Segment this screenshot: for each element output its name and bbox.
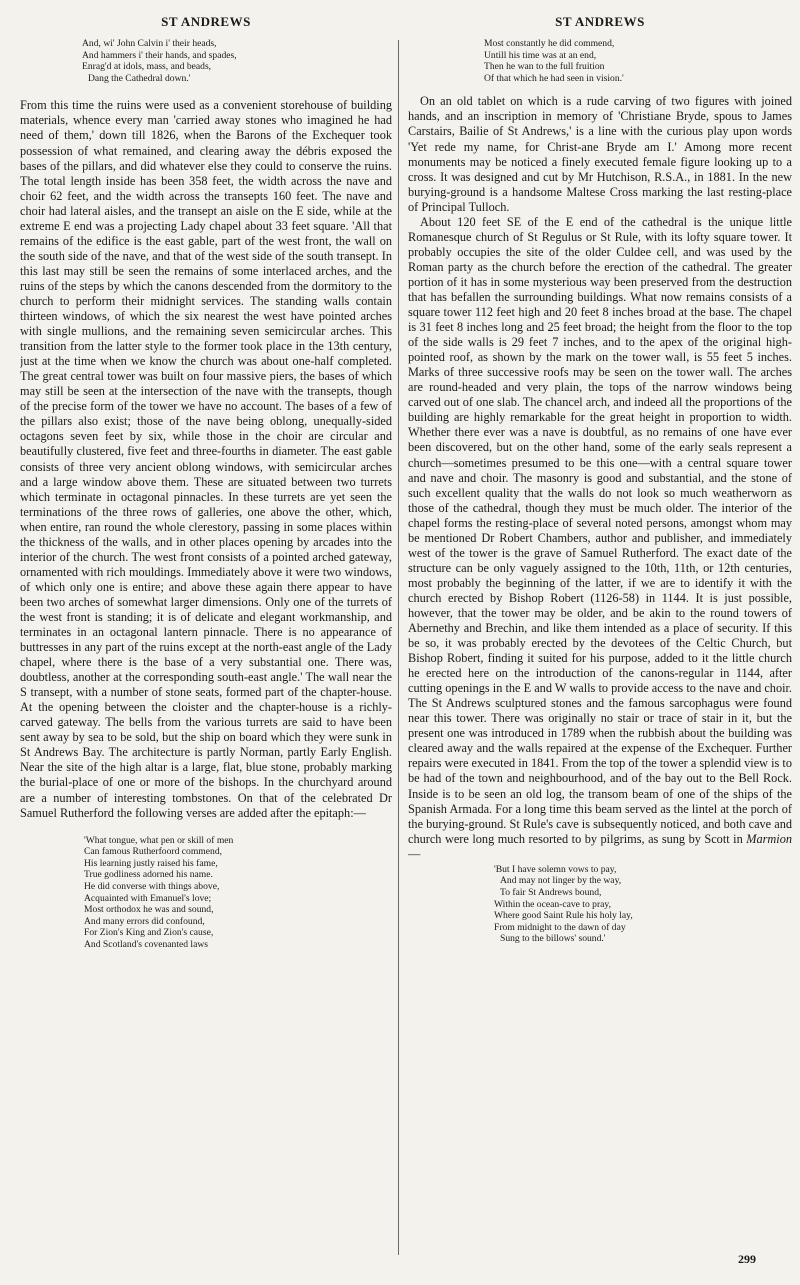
running-head-left: ST ANDREWS [161,14,251,29]
column-divider [398,40,399,1255]
verse-line: Of that which he had seen in vision.' [484,72,624,84]
verse-line: And many errors did confound, [84,915,205,927]
marmion-verse [408,864,792,945]
verse-line: Untill his time was at an end, [484,49,597,61]
left-column [20,14,392,1276]
verse-line: Sung to the billows' sound.' [500,933,606,945]
italic-title: Marmion [746,831,792,846]
body-paragraph: On an old tablet on which is a rude carving of two figures with joined hands, and an inscription in memory of 'Christiane Bryde, spous to James Carstairs, Bailie of St Andrews,' is a line with the curious play upon words 'Yet rede my name, for Christ-ane Bryde am I.' Among more recent monuments may be noticed a finely executed female figure looking up to a cross. It was designed and cut by Mr Hutchison, R.S.A., in 1881. In the new burying-ground is a handsome Maltese Cross marking the last resting-place of Principal Tulloch. [408,94,792,214]
verse-line: Can famous Rutherfoord commend, [84,846,223,858]
verse-line: Enrag'd at idols, mass, and beads, [82,61,212,73]
body-paragraph: From this time the ruins were used as a convenient storehouse of building materials, whence every man 'carried away stones who imagined he had need of them,' down till 1826, when the Barons of the Exchequer took possession of what remained, and clearing away the débris exposed the bases of the pillars, and did whatever else they could to conserve the ruins. The total length inside has been 358 feet, the width across the nave and choir 62 feet, and the width across the transepts 160 feet. The nave and choir had lateral aisles, and the transept an aisle on the E side, while at the extreme E end was a projecting Lady chapel about 33 feet square. 'All that remains of the edifice is the east gable, part of the west front, the wall on the south side of the nave, and that of the west side of the south transept. In this last may still be seen the remains of some interlaced arches, and the ruins of the steps by which the canons descended from the dormitory to the church to perform their midnight services. The standing walls contain thirteen windows, of which the six nearest the west have pointed arches with single mullions, and the remaining seven semicircular arches. This transition from the latter style to the former took place in the 13th century, just at the time when we know the church was about one-half completed. The great central tower was built on four massive piers, the bases of which may still be seen at the intersection of the nave with the transepts, though of the precise form of the tower we have no account. The bases of a few of the pillars also exist; those of the nave being oblong, unequally-sided octagons seven feet by six, while those in the choir are circular and beautifully clustered, five feet and three-fourths in diameter. The east gable consists of three very ancient oblong windows, with semicircular arches and a large window above them. These are situated between two turrets which terminate in octagonal pinnacles. In these turrets are yet seen the terminations of the three rows of galleries, one above the other, which, when entire, ran round the whole clerestory, passing in some places within the thickness of the walls, and in other places opening by arcades into the interior of the church. The west front consists of a pointed arched gateway, ornamented with rich mouldings. Immediately above it were two windows, of which only one is entire; and above these again there appear to have been two arches of somewhat larger dimensions. Only one of the turrets of the west front is standing; it is of delicate and elegant workmanship, and terminates in an octagonal lantern pinnacle. There is no appearance of buttresses in any part of the ruins except at the north-east angle of the Lady chapel, where there is the base of a very substantial one. There was, doubtless, another at the corresponding south-east angle.' The wall near the S transept, with a number of stone seats, formed part of the chapter-house. At the opening between the cloister and the chapter-house is a richly-carved gateway. The bells from the various turrets are said to have been sent away by sea to be sold, but the ship on board which they were sunk in St Andrews Bay. The architecture is partly Norman, partly Early English. Near the site of the high altar is a large, flat, blue stone, probably marking the burial-place of one or more of the bishops. In the churchyard around are a number of interesting tombstones. On that of the celebrated Dr Samuel Rutherford the following verses are added after the epitaph:— [20,98,392,820]
verse-line: Dang the Cathedral down.' [88,72,191,84]
epitaph-continued-verse [408,38,792,84]
body-paragraph [408,215,792,862]
verse-line: To fair St Andrews bound, [500,886,602,898]
verse-line: Then he wan to the full fruition [484,61,605,73]
verse-line: True godliness adorned his name. [84,869,213,881]
verse-line: 'What tongue, what pen or skill of men [84,834,234,846]
verse-line: For Zion's King and Zion's cause, [84,927,214,939]
verse-line: He did converse with things above, [84,881,220,892]
verse-line: Where good Saint Rule his holy lay, [494,910,633,922]
verse-line: Within the ocean-cave to pray, [494,898,611,910]
verse-line: Most orthodox he was and sound, [84,904,214,916]
verse-line: From midnight to the dawn of day [494,921,626,933]
paragraph-text: About 120 feet SE of the E end of the cathedral is the unique little Romanesque church of St Regulus or St Rule, with its lofty square tower. It probably occupies the site of the older Culdee cell, and was used by the Roman party as the church before the erection of the cathedral. The greater portion of it has in some mysterious way been preserved from the destruction that has befallen the surrounding buildings. What now remains consists of a square tower 112 feet high and 20 feet 8 inches broad at the base. The chapel is 31 feet 8 inches long and 25 feet broad; the height from the floor to the top of the side walls is 29 feet 7 inches, and to the apex of the original high-pointed roof, as shown by the mark on the tower wall, is 55 feet 5 inches. Marks of three successive roofs may be seen on the tower wall. The arches are round-headed and very plain, the tops of the narrow windows being carved out of one slab. The chancel arch, and indeed all the proportions of the building are highly remarkable for the great height in proportion to width. Whether there ever was a nave is doubtful, as no remains of one have ever been discovered, but on the other hand, some of the early seals represent a church—sometimes presumed to be this one—with a central square tower and nave and choir. The masonry is good and substantial, and the stone of such excellent quality that the walls do not look so much weatherworn as those of the cathedral, though they must be much older. The interior of the chapel forms the resting-place of several noted persons, amongst whom may be mentioned Dr Robert Chambers, author and publisher, and immediately west of the tower is the grave of Samuel Rutherford. The exact date of the structure can be only vaguely assigned to the 10th, 11th, or 12th centuries, most probably the beginning of the latter, if we are to identify it with the church erected by Bishop Robert (1126-58) in 1144. It is just possible, however, that the tower may be older, and be akin to the round towers of Abernethy and Brechin, and like them intended as a place of security. If this be so, it was probably erected by the devotees of the Celtic Church, but Bishop Robert, finding it suited for his purpose, added to it the little church he erected here on the introduction of the canons-regular in 1144, after cutting openings in the E and W walls to provide access to the nave and choir. The St Andrews sculptured stones and the famous sarcophagus were found near this tower. There was originally no stair or trace of stair in it, but the present one was introduced in 1789 when the rubbish about the building was cleared away and the walls repaired at the expense of the Exchequer. Further repairs were executed in 1841. From the top of the tower a splendid view is to be had of the town and neighbourhood, and of the bay out to the Bell Rock. Inside is to be seen an old log, the transom beam of one of the ships of the Spanish Armada. For a long time this beam served as the lintel at the porch of the burying-ground. St Rule's cave is subsequently noticed, and both cave and church were long much resorted to by pilgrims, as sung by Scott in [408,214,792,846]
page-number: 299 [738,1252,756,1266]
epitaph-verse [20,835,392,951]
verse-line: And, wi' John Calvin i' their heads, [82,38,217,49]
verse-line: And may not linger by the way, [500,875,622,887]
verse-line: Most constantly he did commend, [484,38,615,49]
opening-verse [20,38,392,84]
verse-line: And hammers i' their hands, and spades, [82,49,237,61]
verse-line: And Scotland's covenanted laws [84,938,209,950]
verse-line: Acquainted with Emanuel's love; [84,892,212,904]
paragraph-text: — [408,846,421,861]
right-column [408,14,792,1276]
verse-line: His learning justly raised his fame, [84,857,218,869]
verse-line: 'But I have solemn vows to pay, [494,863,617,875]
running-head-right: ST ANDREWS [555,14,645,29]
